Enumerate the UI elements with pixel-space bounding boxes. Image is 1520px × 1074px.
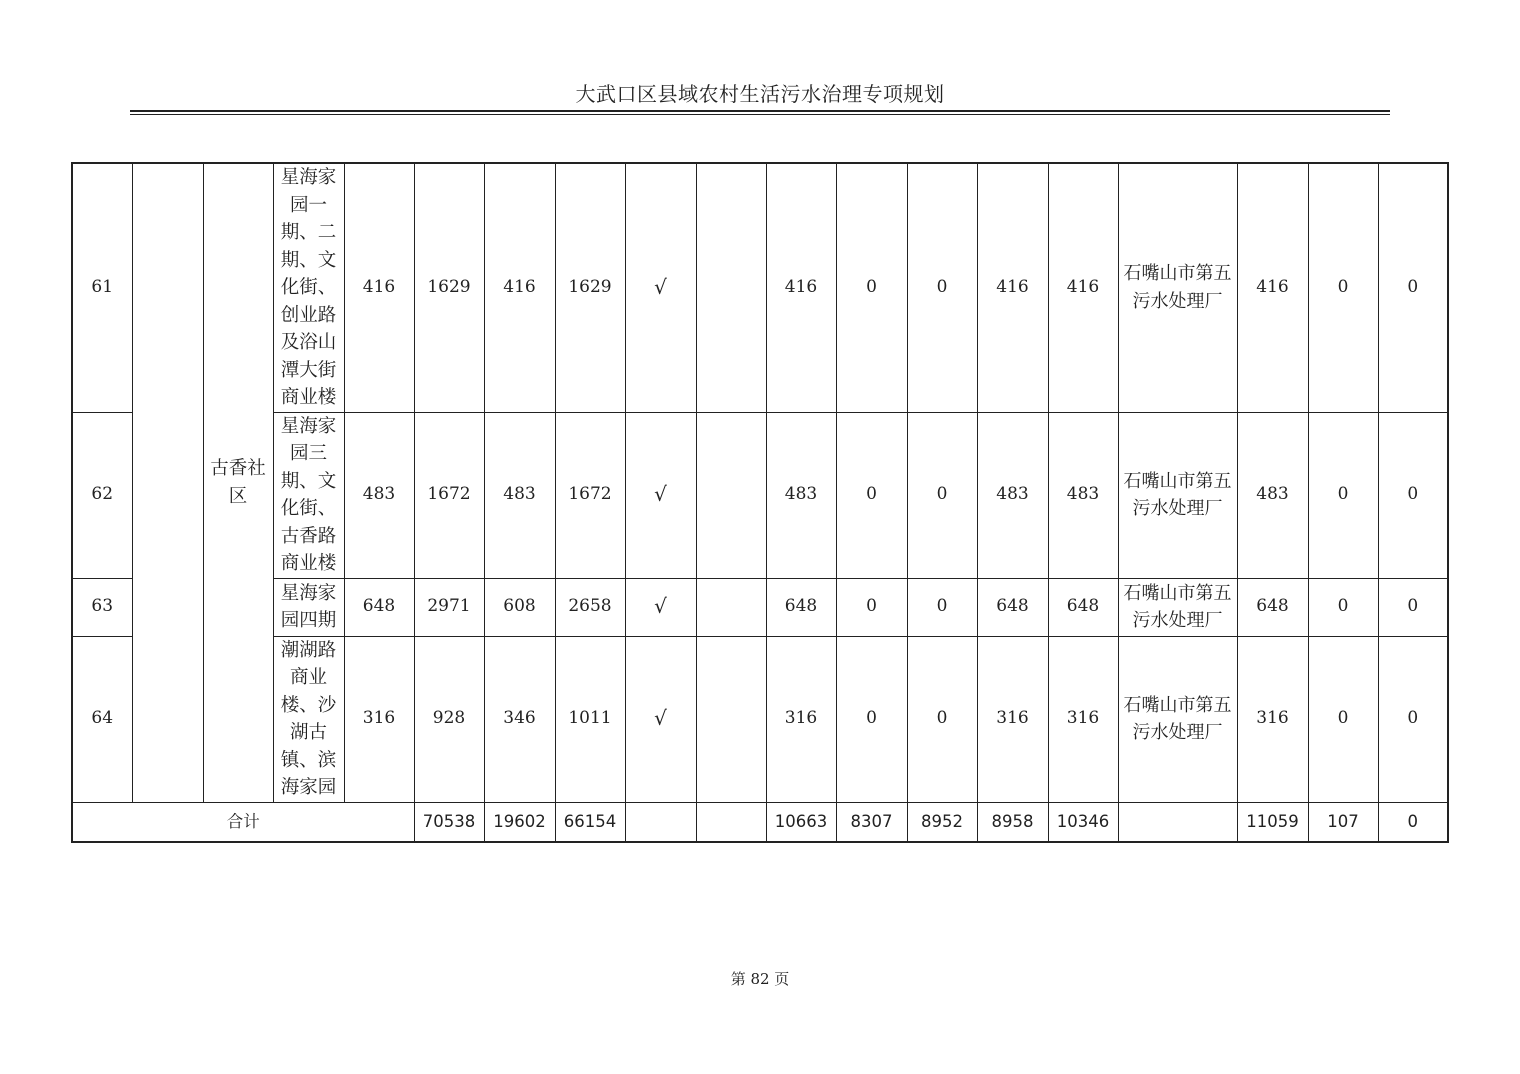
row-number: 62 [72,412,132,578]
value-cell: 0 [1378,163,1448,412]
value-cell: 416 [1048,163,1118,412]
check-mark-cell: √ [625,163,696,412]
value-cell: 0 [836,578,907,636]
table-row [72,412,1448,578]
value-cell: 483 [484,412,555,578]
value-cell: 316 [766,636,836,802]
value-cell: 0 [1308,636,1378,802]
empty-cell [696,802,766,842]
header-rule-thin [130,114,1390,115]
value-cell: 483 [1048,412,1118,578]
value-cell: 1672 [555,412,625,578]
empty-cell [1118,802,1237,842]
total-value-cell: 8958 [977,802,1048,842]
value-cell: 0 [836,163,907,412]
total-row [72,802,1448,842]
blank-merged-cell [132,163,203,802]
value-cell: 648 [766,578,836,636]
value-cell: 0 [1308,412,1378,578]
value-cell: 648 [977,578,1048,636]
village-name-cell: 星海家园一期、二期、文化街、创业路及浴山潭大街商业楼 [273,163,344,412]
value-cell: 0 [907,578,977,636]
value-cell: 0 [1378,412,1448,578]
value-cell: 316 [977,636,1048,802]
value-cell: 1011 [555,636,625,802]
value-cell: 416 [344,163,414,412]
treatment-plant-cell: 石嘴山市第五污水处理厂 [1118,578,1237,636]
row-number: 61 [72,163,132,412]
total-value-cell: 107 [1308,802,1378,842]
header-rule-thick [130,110,1390,112]
value-cell: 0 [836,412,907,578]
total-value-cell: 8952 [907,802,977,842]
value-cell: 483 [766,412,836,578]
treatment-plant-cell: 石嘴山市第五污水处理厂 [1118,636,1237,802]
total-value-cell: 0 [1378,802,1448,842]
total-value-cell: 66154 [555,802,625,842]
total-value-cell: 70538 [414,802,484,842]
treatment-plant-cell: 石嘴山市第五污水处理厂 [1118,163,1237,412]
value-cell: 416 [766,163,836,412]
value-cell: 0 [1308,578,1378,636]
total-value-cell: 8307 [836,802,907,842]
empty-cell [696,636,766,802]
check-mark-cell: √ [625,578,696,636]
value-cell: 416 [484,163,555,412]
value-cell: 0 [1378,636,1448,802]
village-name-cell: 星海家园四期 [273,578,344,636]
value-cell: 483 [977,412,1048,578]
value-cell: 928 [414,636,484,802]
value-cell: 1629 [414,163,484,412]
village-name-cell: 星海家园三期、文化街、古香路商业楼 [273,412,344,578]
sewage-treatment-table [71,162,1449,843]
value-cell: 0 [907,636,977,802]
value-cell: 416 [1237,163,1308,412]
table-row [72,578,1448,636]
total-value-cell: 19602 [484,802,555,842]
value-cell: 648 [1237,578,1308,636]
value-cell: 648 [1048,578,1118,636]
value-cell: 1672 [414,412,484,578]
value-cell: 608 [484,578,555,636]
value-cell: 0 [836,636,907,802]
table-row [72,636,1448,802]
value-cell: 0 [907,412,977,578]
empty-cell [625,802,696,842]
total-label: 合计 [72,802,414,842]
total-value-cell: 11059 [1237,802,1308,842]
value-cell: 0 [1308,163,1378,412]
value-cell: 483 [1237,412,1308,578]
total-value-cell: 10346 [1048,802,1118,842]
empty-cell [696,163,766,412]
value-cell: 648 [344,578,414,636]
total-value-cell: 10663 [766,802,836,842]
empty-cell [696,578,766,636]
table-row [72,163,1448,412]
document-header-title: 大武口区县域农村生活污水治理专项规划 [575,82,945,106]
empty-cell [696,412,766,578]
value-cell: 0 [907,163,977,412]
value-cell: 316 [344,636,414,802]
value-cell: 416 [977,163,1048,412]
treatment-plant-cell: 石嘴山市第五污水处理厂 [1118,412,1237,578]
value-cell: 483 [344,412,414,578]
value-cell: 0 [1378,578,1448,636]
page-number: 第 82 页 [730,970,790,988]
value-cell: 2971 [414,578,484,636]
value-cell: 316 [1048,636,1118,802]
value-cell: 2658 [555,578,625,636]
village-name-cell: 潮湖路商业楼、沙湖古镇、滨海家园 [273,636,344,802]
value-cell: 316 [1237,636,1308,802]
community-name-cell: 古香社区 [203,163,273,802]
value-cell: 1629 [555,163,625,412]
row-number: 63 [72,578,132,636]
row-number: 64 [72,636,132,802]
value-cell: 346 [484,636,555,802]
check-mark-cell: √ [625,636,696,802]
check-mark-cell: √ [625,412,696,578]
